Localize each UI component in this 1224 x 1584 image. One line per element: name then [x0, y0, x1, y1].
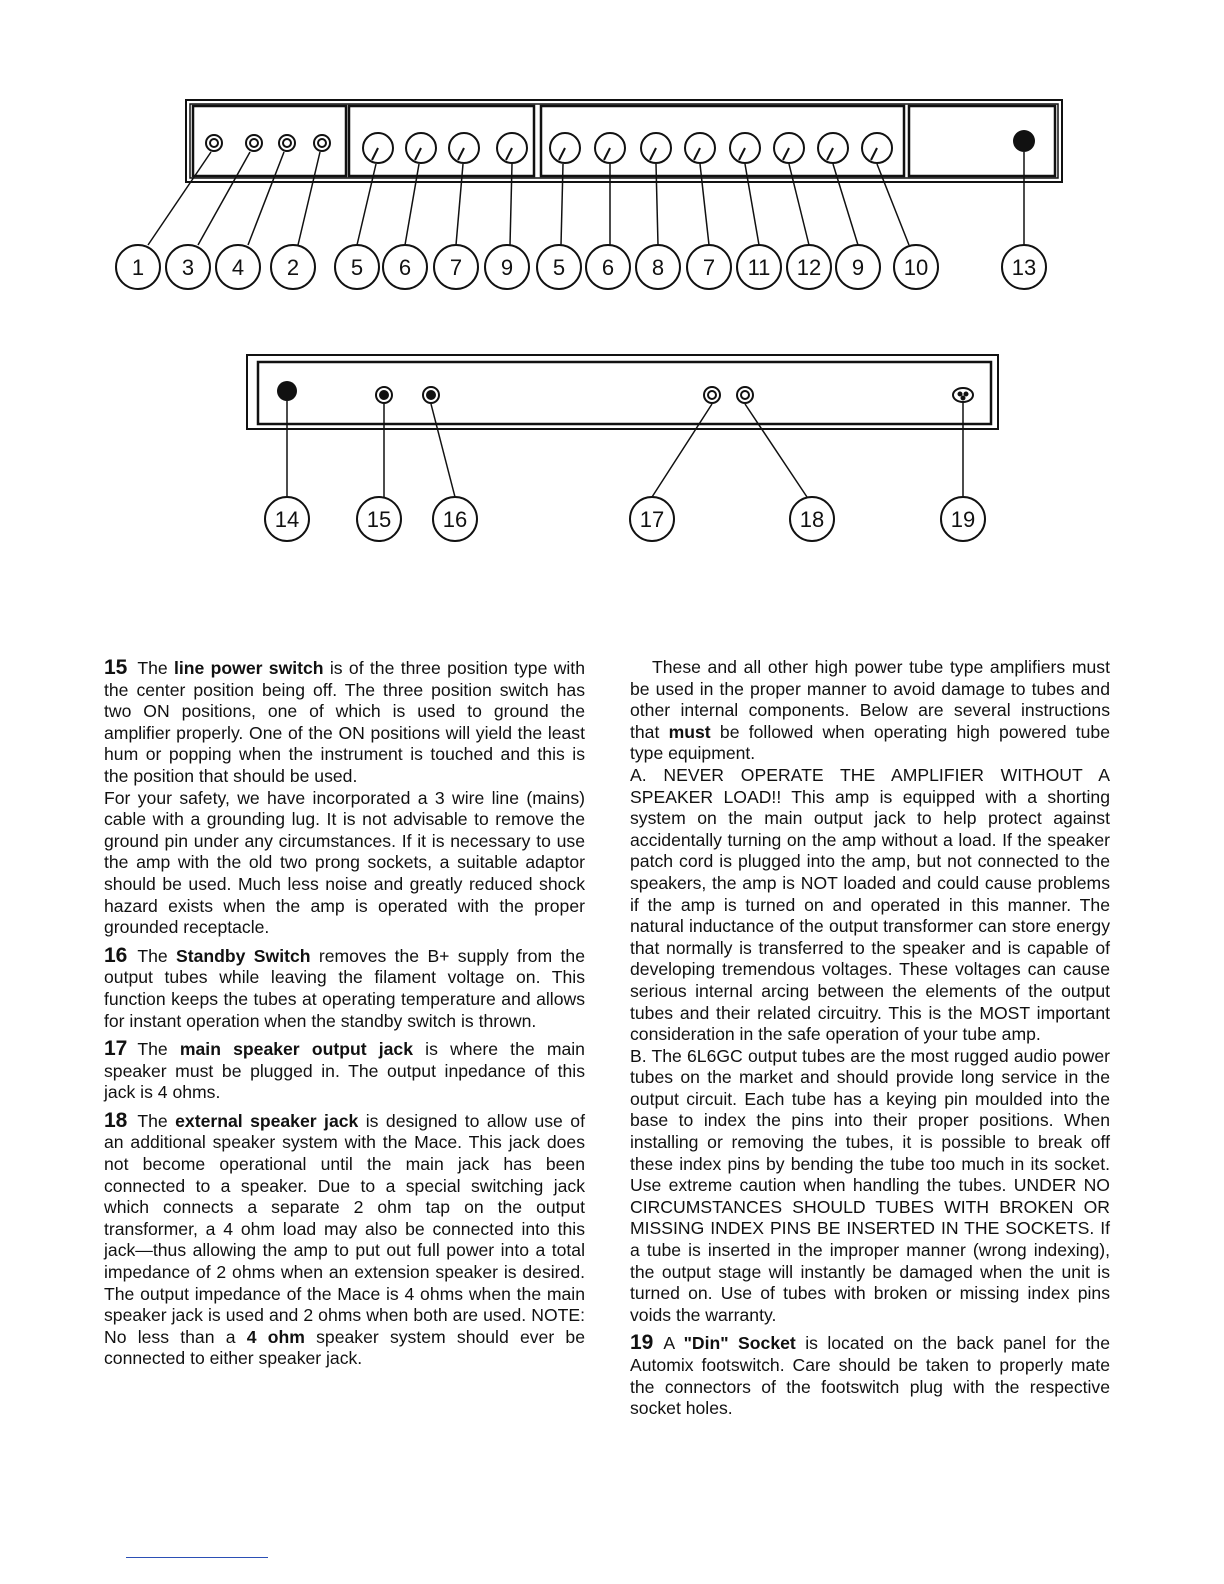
callout-9b — [836, 245, 880, 289]
callout-18 — [790, 497, 834, 541]
input-jack-4 — [279, 135, 295, 151]
paragraph-16 — [104, 945, 585, 1032]
item-number: 16 — [104, 943, 128, 967]
paragraph-safety: For your safety, we have incorporated a 3 wire line (mains) cable with a grounding lug. It is not advisable to remove the ground pin under any circumstances. If it is necessary to use the amp with the old two prong sockets, a suitable adaptor should be used. Much less noise and greatly reduced shock hazard exists when the amp is operated with the proper grounded receptacle. — [104, 787, 585, 938]
svg-text:11: 11 — [747, 255, 771, 280]
din-socket — [953, 388, 973, 402]
term-main-speaker-output-jack: main speaker output jack — [179, 1039, 413, 1060]
front-leader-lines — [148, 152, 1024, 245]
callout-5b — [537, 245, 581, 289]
input-jack-1 — [206, 135, 222, 151]
callout-8 — [636, 245, 680, 289]
callout-16 — [433, 497, 477, 541]
svg-text:15: 15 — [366, 507, 392, 532]
svg-text:4: 4 — [231, 255, 245, 280]
svg-text:5: 5 — [350, 255, 364, 280]
input-jack-2 — [314, 135, 330, 151]
text: A — [663, 1333, 684, 1354]
svg-text:1: 1 — [131, 255, 145, 280]
knob — [774, 133, 804, 163]
svg-text:7: 7 — [702, 255, 716, 280]
callout-9 — [485, 245, 529, 289]
callout-6 — [383, 245, 427, 289]
term-standby-switch: Standby Switch — [176, 945, 311, 966]
text: is designed to allow use of an additional speaker system with the Mace. This jack does not become operational until the main jack has been connected to a speaker. Due to a special switching jack which connects a separate 2 ohm tap on the output transformer, a 4 ohm load may also be connected into this jack—thus allowing the amp to put out full power into a total impedance of 2 ohms when an extension speaker is desired. The output impedance of the Mace is 4 ohms when the main speaker jack is used and 2 ohms when both are used. NOTE: No less than a — [104, 1110, 585, 1347]
callout-12 — [787, 245, 831, 289]
knob — [550, 133, 580, 163]
svg-text:8: 8 — [651, 255, 665, 280]
back-pilot-light — [277, 381, 297, 401]
knob — [818, 133, 848, 163]
back-panel — [247, 355, 998, 429]
right-column — [630, 657, 1110, 1420]
paragraph-item-a: A. NEVER OPERATE THE AMPLIFIER WITHOUT A SPEAKER LOAD!! This amp is equipped with a shorting system on the main output jack to help protect against accidentally turning on the amp without a load. If the speaker patch cord is plugged into the amp, but not connected to the speakers, the amp is NOT loaded and could cause problems if the amp is turned on and operated in this manner. The natural inductance of the output transformer can store energy that normally is transferred to the speaker and is capable of developing tremendous voltages. These voltages can cause serious internal arcing between the elements of the output tubes and their related circuitry. This is the MOST important consideration in the safe operation of your tube amp. — [630, 764, 1110, 1045]
text: be followed when operating high powered tube type equipment. — [630, 721, 1110, 764]
svg-text:10: 10 — [903, 255, 929, 280]
standby-switch — [423, 387, 439, 403]
term-line-power-switch: line power switch — [174, 658, 324, 678]
knob — [449, 133, 479, 163]
text: These and all other high power tube type amplifiers must be used in the proper manner to avoid damage to tubes and other internal components. Below are several instructions that — [630, 657, 1110, 742]
svg-text:9: 9 — [500, 255, 514, 280]
footer-rule — [126, 1557, 268, 1558]
callout-13 — [1002, 245, 1046, 289]
callout-19 — [941, 497, 985, 541]
panel-diagram — [0, 0, 1224, 620]
paragraph-intro — [630, 657, 1110, 765]
term-external-speaker-jack: external speaker jack — [175, 1110, 359, 1131]
knob — [363, 133, 393, 163]
back-leader-lines — [287, 401, 963, 497]
callout-7b — [687, 245, 731, 289]
svg-text:14: 14 — [274, 507, 300, 532]
svg-text:9: 9 — [851, 255, 865, 280]
paragraph-15 — [104, 657, 585, 788]
back-callouts — [265, 497, 985, 541]
external-speaker-jack — [737, 387, 753, 403]
svg-text:6: 6 — [398, 255, 412, 280]
back-jacks — [376, 387, 973, 403]
main-speaker-jack — [704, 387, 720, 403]
text: removes the B+ supply from the output tubes while leaving the filament voltage on. This function keeps the tubes at operating temperature and allows for instant operation when the standby switch is thrown. — [104, 945, 585, 1031]
callout-5 — [335, 245, 379, 289]
paragraph-18 — [104, 1110, 585, 1370]
callout-15 — [357, 497, 401, 541]
svg-text:12: 12 — [796, 255, 822, 280]
term-din-socket: "Din" Socket — [683, 1333, 796, 1354]
text: The — [137, 658, 175, 678]
svg-text:7: 7 — [449, 255, 463, 280]
front-callouts — [116, 245, 1046, 289]
input-jack-3 — [246, 135, 262, 151]
callout-3 — [166, 245, 210, 289]
text: The — [137, 1110, 176, 1131]
svg-text:5: 5 — [552, 255, 566, 280]
term-4-ohm: 4 ohm — [246, 1326, 305, 1347]
line-power-switch — [376, 387, 392, 403]
svg-text:13: 13 — [1011, 255, 1037, 280]
text: is of the three position type with the center position being off. The three position switch has two ON positions, one of which is used to ground the amplifier properly. One of the ON positions will yield the least hum or popping when the instrument is touched and this is the position that should be used. — [104, 658, 585, 786]
paragraph-19 — [630, 1332, 1110, 1419]
svg-text:2: 2 — [286, 255, 300, 280]
term-must: must — [668, 721, 711, 742]
callout-4 — [216, 245, 260, 289]
svg-text:6: 6 — [601, 255, 615, 280]
left-column — [104, 657, 585, 1370]
text: speaker system should ever be connected to either speaker jack. — [104, 1326, 585, 1369]
pilot-light — [1013, 130, 1035, 152]
text: The — [137, 1039, 180, 1060]
callout-11 — [737, 245, 781, 289]
text: is located on the back panel for the Automix footswitch. Care should be taken to properly mate the connectors of the footswitch plug with the respective socket holes. — [630, 1333, 1110, 1419]
svg-text:3: 3 — [181, 255, 195, 280]
item-number: 18 — [104, 1108, 128, 1132]
knob — [406, 133, 436, 163]
paragraph-item-b: B. The 6L6GC output tubes are the most rugged audio power tubes on the market and should provide long service in the output circuit. Each tube has a keying pin moulded into the base to index the pins into their proper positions. When installing or removing the tubes, it is possible to break off these index pins by bending the tube too much in its socket. Use extreme caution when handling the tubes. UNDER NO CIRCUMSTANCES SHOULD TUBES WITH BROKEN OR MISSING INDEX PINS BE INSERTED IN THE SOCKETS. If a tube is inserted in the improper manner (wrong indexing), the output stage will instantly be damaged when the unit is turned on. Use of tubes with broken or missing index pins voids the warranty. — [630, 1045, 1110, 1325]
callout-2 — [271, 245, 315, 289]
svg-text:16: 16 — [442, 507, 468, 532]
callout-1 — [116, 245, 160, 289]
callout-14 — [265, 497, 309, 541]
paragraph-17 — [104, 1038, 585, 1104]
knob — [862, 133, 892, 163]
callout-7 — [434, 245, 478, 289]
knob — [497, 133, 527, 163]
text: is where the main speaker must be plugged in. The output inpedance of this jack is 4 ohms. — [104, 1039, 585, 1103]
svg-text:19: 19 — [950, 507, 976, 532]
svg-text:18: 18 — [799, 507, 825, 532]
callout-17 — [630, 497, 674, 541]
input-jacks — [206, 135, 330, 151]
knob — [641, 133, 671, 163]
item-number: 15 — [104, 656, 128, 679]
knob — [685, 133, 715, 163]
knob — [595, 133, 625, 163]
knob — [730, 133, 760, 163]
callout-10 — [894, 245, 938, 289]
item-number: 19 — [630, 1331, 654, 1355]
item-number: 17 — [104, 1037, 128, 1061]
callout-6b — [586, 245, 630, 289]
knobs — [363, 133, 892, 163]
text: The — [137, 945, 177, 966]
svg-text:17: 17 — [639, 507, 665, 532]
